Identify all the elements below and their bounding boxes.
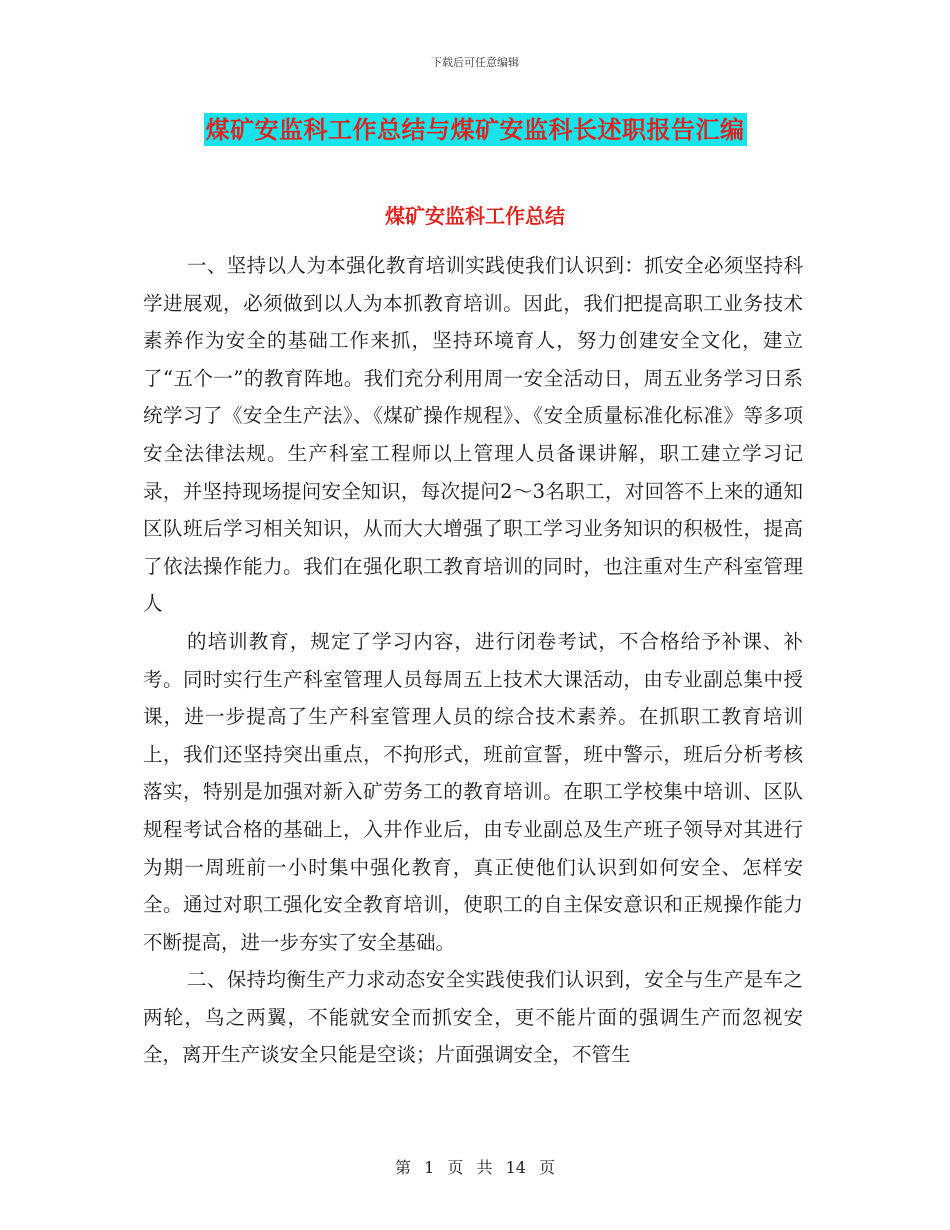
document-title [0, 110, 950, 145]
document-body [143, 247, 803, 1074]
footer-page-number: 1 [424, 1158, 435, 1177]
footer-total-pages: 14 [505, 1158, 526, 1177]
section-title: 煤矿安监科工作总结 [385, 204, 565, 228]
footer-page-prefix: 第 [394, 1158, 411, 1177]
footer-total-suffix: 页 [539, 1158, 556, 1177]
footer-total-prefix: 共 [476, 1158, 493, 1177]
paragraph-1: 一、坚持以人为本强化教育培训实践使我们认识到：抓安全必须坚持科学进展观，必须做到以人为本抓教育培训。因此，我们把提高职工业务技术素养作为安全的基础工作来抓，坚持环境育人，努力创建安全文化，建立了“五个一”的教育阵地。我们充分利用周一安全活动日，周五业务学习日系统学习了《安全生产法》、《煤矿操作规程》、《安全质量标准化标准》等多项安全法律法规。生产科室工程师以上管理人员备课讲解，职工建立学习记录，并坚持现场提问安全知识，每次提问2～3名职工，对回答不上来的通知区队班后学习相关知识，从而大大增强了职工学习业务知识的积极性，提高了依法操作能力。我们在强化职工教育培训的同时，也注重对生产科室管理人 [143, 254, 803, 616]
footer-page-mid: 页 [447, 1158, 464, 1177]
paragraph-3: 二、保持均衡生产力求动态安全实践使我们认识到，安全与生产是车之两轮，鸟之两翼，不能就安全而抓安全，更不能片面的强调生产而忽视安全，离开生产谈安全只能是空谈；片面强调安全，不管生 [143, 968, 803, 1067]
document-title-text: 煤矿安监科工作总结与煤矿安监科长述职报告汇编 [205, 115, 745, 144]
page-footer [0, 1155, 950, 1178]
page-header-note: 下载后可任意编辑 [431, 56, 519, 69]
paragraph-2: 的培训教育，规定了学习内容，进行闭卷考试，不合格给予补课、补考。同时实行生产科室管理人员每周五上技术大课活动，由专业副总集中授课，进一步提高了生产科室管理人员的综合技术素养。在抓职工教育培训上，我们还坚持突出重点，不拘形式，班前宣誓，班中警示，班后分析考核落实，特别是加强对新入矿劳务工的教育培训。在职工学校集中培训、区队规程考试合格的基础上，入井作业后，由专业副总及生产班子领导对其进行为期一周班前一小时集中强化教育，真正使他们认识到如何安全、怎样安全。通过对职工强化安全教育培训，使职工的自主保安意识和正规操作能力不断提高，进一步夯实了安全基础。 [143, 629, 803, 954]
